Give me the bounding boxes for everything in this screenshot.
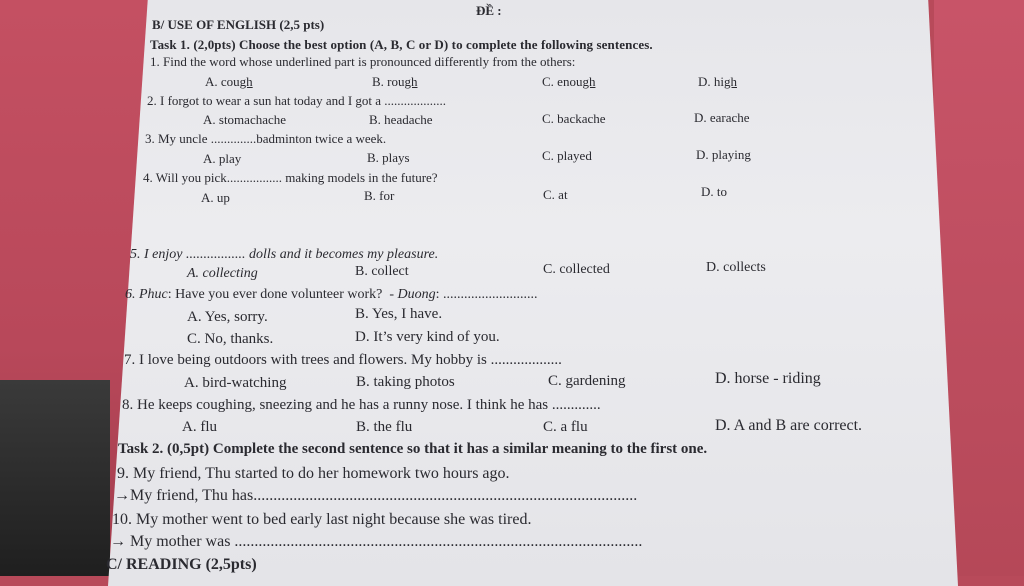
q8-option-a: A. flu	[182, 419, 217, 435]
q3-option-b: B. plays	[367, 150, 410, 165]
q2-option-a: A. stomachache	[203, 112, 287, 127]
q6-option-a: A. Yes, sorry.	[187, 309, 268, 325]
q7-option-c: C. gardening	[548, 373, 626, 389]
q5-option-b: B. collect	[355, 264, 409, 279]
q9-rewrite: →My friend, Thu has................................................................................................	[114, 487, 638, 504]
section-b-title: B/ USE OF ENGLISH (2,5 pts)	[152, 17, 325, 32]
task2-title: Task 2. (0,5pt) Complete the second sentence so that it has a similar meaning to the first one.	[118, 441, 708, 457]
q8-option-c: C. a flu	[543, 419, 588, 435]
q6-option-d: D. It’s very kind of you.	[355, 329, 500, 345]
q10-rewrite: → My mother was ......................................................................................................	[110, 533, 643, 550]
q4-option-a: A. up	[201, 190, 230, 205]
q6-option-c: C. No, thanks.	[187, 331, 274, 347]
q5-option-d: D. collects	[706, 260, 766, 275]
q1-option-d: D. high	[698, 74, 737, 89]
q1-stem: 1. Find the word whose underlined part is pronounced differently from the others:	[150, 54, 576, 69]
q4-stem: 4. Will you pick................. making models in the future?	[143, 170, 438, 185]
q4-option-c: C. at	[543, 187, 568, 202]
section-c-title: C/ READING (2,5pts)	[106, 556, 257, 573]
q4-option-d: D. to	[701, 184, 727, 199]
q9-sentence: 9. My friend, Thu started to do her homework two hours ago.	[117, 465, 510, 482]
q3-option-a: A. play	[203, 151, 242, 166]
background-dark-object	[0, 380, 110, 576]
q5-option-c: C. collected	[543, 262, 610, 277]
q7-option-d: D. horse - riding	[715, 370, 821, 387]
q1-option-c: C. enough	[542, 74, 596, 89]
q5-stem: 5. I enjoy ................. dolls and it becomes my pleasure.	[130, 247, 439, 262]
q8-option-b: B. the flu	[356, 419, 413, 435]
q2-option-b: B. headache	[369, 112, 433, 127]
q8-stem: 8. He keeps coughing, sneezing and he has a runny nose. I think he has .............	[122, 397, 601, 413]
q5-option-a: A. collecting	[187, 266, 258, 281]
q3-option-d: D. playing	[696, 147, 751, 162]
q10-sentence: 10. My mother went to bed early last night because she was tired.	[112, 511, 532, 528]
q1-option-b: B. rough	[372, 74, 418, 89]
q2-option-d: D. earache	[694, 110, 750, 125]
q2-stem: 2. I forgot to wear a sun hat today and I got a ...................	[147, 93, 447, 108]
exam-header: ĐỀ :	[476, 3, 502, 18]
q8-option-d: D. A and B are correct.	[715, 417, 863, 434]
task1-title: Task 1. (2,0pts) Choose the best option (A, B, C or D) to complete the following sentences.	[150, 37, 653, 52]
q6-stem: 6. Phuc: Have you ever done volunteer work? - Duong: ...........................	[125, 287, 538, 302]
q1-option-a: A. cough	[205, 74, 253, 89]
q6-option-b: B. Yes, I have.	[355, 306, 443, 322]
q7-option-b: B. taking photos	[356, 374, 455, 390]
q3-option-c: C. played	[542, 148, 592, 163]
q3-stem: 3. My uncle ..............badminton twice a week.	[145, 131, 387, 146]
q2-option-c: C. backache	[542, 111, 606, 126]
q7-stem: 7. I love being outdoors with trees and flowers. My hobby is ...................	[124, 352, 562, 368]
q4-option-b: B. for	[364, 188, 395, 203]
q7-option-a: A. bird-watching	[184, 375, 287, 391]
